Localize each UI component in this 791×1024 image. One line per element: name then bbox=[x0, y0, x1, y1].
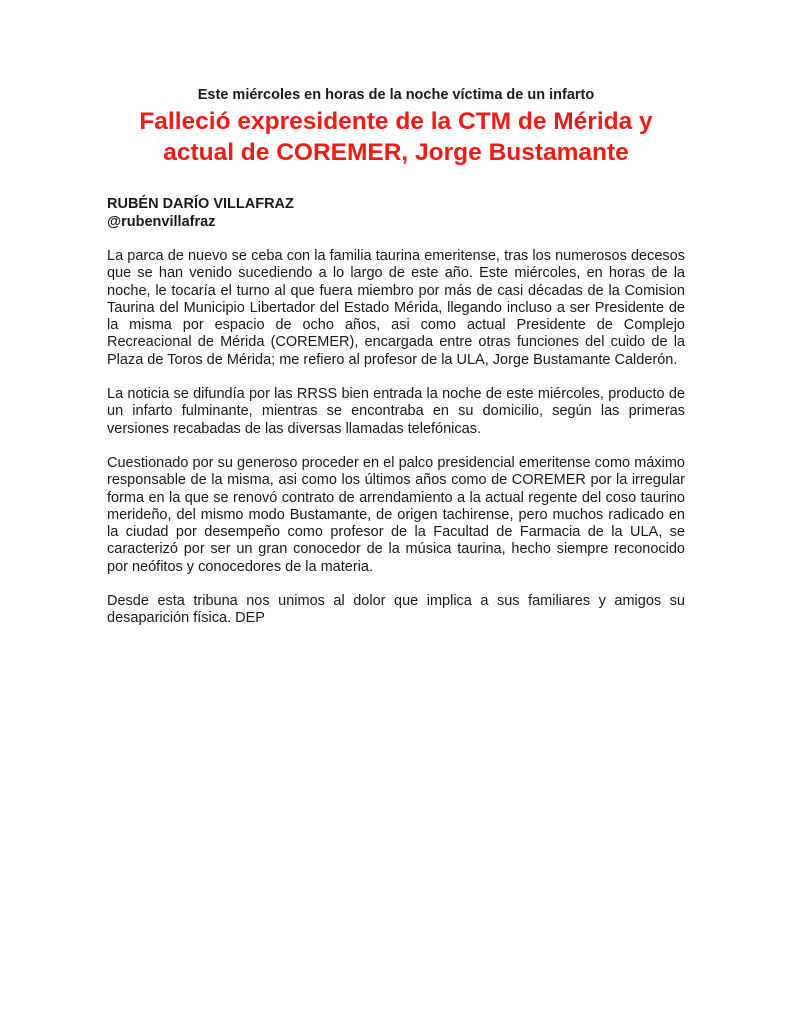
article-body bbox=[107, 248, 685, 628]
body-paragraph: La parca de nuevo se ceba con la familia taurina emeritense, tras los numerosos decesos que se han venido sucediendo a lo largo de este año. Este miércoles, en horas de la noche, le tocaría el turno al que fuera miembro por más de casi décadas de la Comision Taurina del Municipio Libertador del Estado Mérida, llegando incluso a ser Presidente de la misma por espacio de ocho años, asi como actual Presidente de Complejo Recreacional de Mérida (COREMER), encargada entre otras funciones del cuido de la Plaza de Toros de Mérida; me refiero al profesor de la ULA, Jorge Bustamante Calderón. bbox=[107, 248, 685, 368]
article bbox=[107, 86, 685, 645]
byline-author: RUBÉN DARÍO VILLAFRAZ bbox=[107, 196, 294, 212]
kicker-line: Este miércoles en horas de la noche víctima de un infarto bbox=[197, 87, 595, 103]
headline-line-2: actual de COREMER, Jorge Bustamante bbox=[163, 139, 629, 166]
headline-line-1: Falleció expresidente de la CTM de Mérida y bbox=[139, 108, 653, 135]
byline bbox=[107, 196, 685, 231]
headline bbox=[107, 106, 685, 168]
body-paragraph: Desde esta tribuna nos unimos al dolor que implica a sus familiares y amigos su desaparición física. DEP bbox=[107, 593, 685, 627]
byline-handle: @rubenvillafraz bbox=[107, 213, 216, 230]
body-paragraph: La noticia se difundía por las RRSS bien entrada la noche de este miércoles, producto de un infarto fulminante, mientras se encontraba en su domicilio, según las primeras versiones recabadas de las diversas llamadas telefónicas. bbox=[107, 386, 685, 437]
body-paragraph: Cuestionado por su generoso proceder en el palco presidencial emeritense como máximo responsable de la misma, asi como los últimos años como de COREMER por la irregular forma en la que se renovó contrato de arrendamiento a la actual regente del coso taurino merideño, del mismo modo Bustamante, de origen tachirense, pero muchos radicado en la ciudad por desempeño como profesor de la Facultad de Farmacia de la ULA, se caracterizó por ser un gran conocedor de la música taurina, hecho siempre reconocido por neófitos y conocedores de la materia. bbox=[107, 454, 685, 575]
